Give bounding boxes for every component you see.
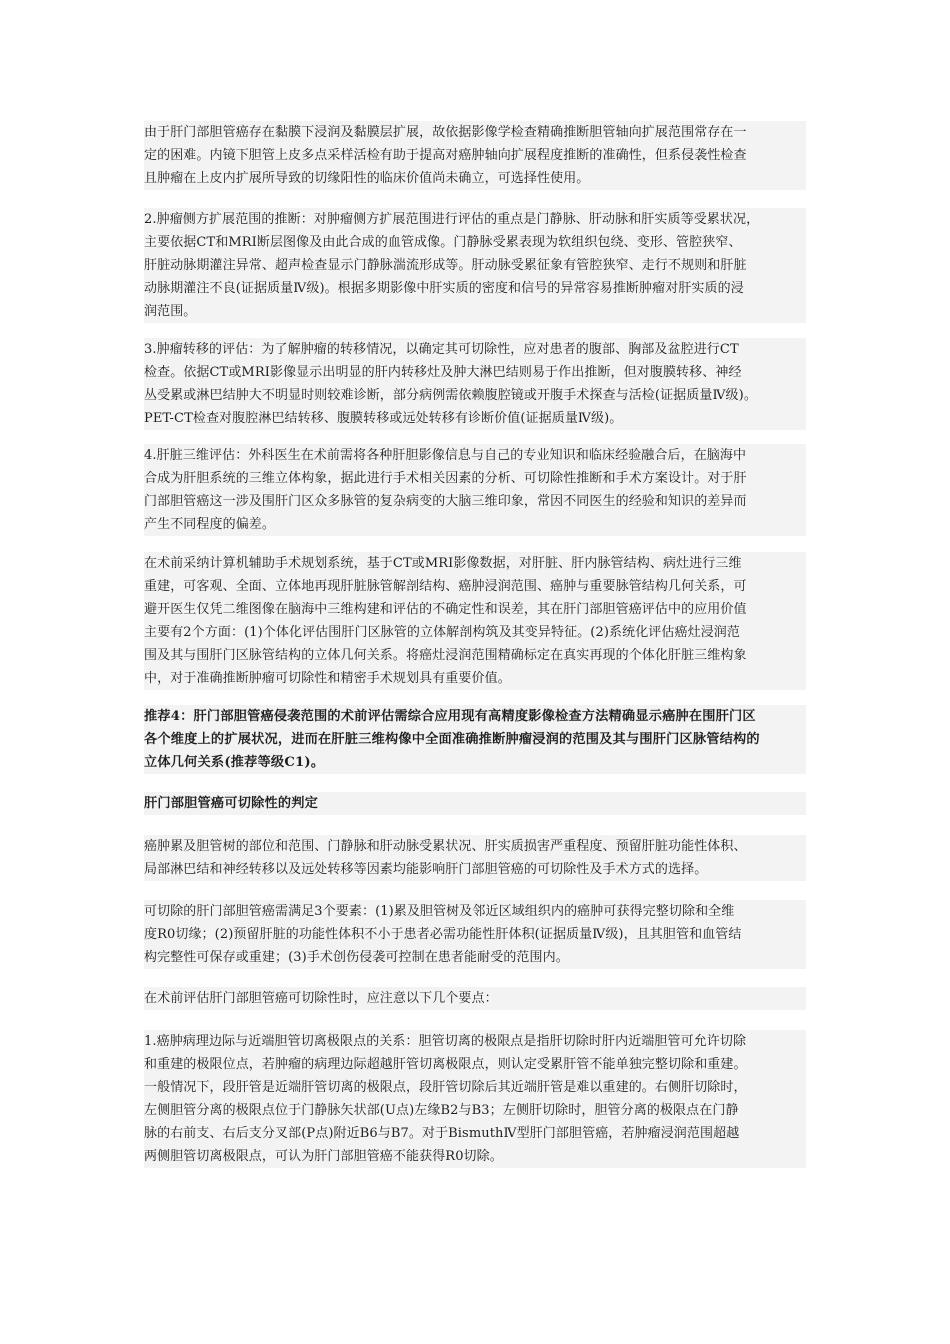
text-line: 推荐4：肝门部胆管癌侵袭范围的术前评估需综合应用现有高精度影像检查方法精确显示癌肿在围肝门区	[144, 709, 756, 724]
text-line: 4.肝脏三维评估：外科医生在术前需将各种肝胆影像信息与自己的专业知识和临床经验融合后，在脑海中	[144, 448, 747, 463]
text-line: 定的困难。内镜下胆管上皮多点采样活检有助于提高对癌肿轴向扩展程度推断的准确性，但系侵袭性检查	[144, 148, 747, 163]
paragraph-computer-aided-planning	[144, 552, 806, 690]
text-line: 避开医生仅凭二维图像在脑海中三维构建和评估的不确定性和误差，其在肝门部胆管癌评估中的应用价值	[144, 602, 747, 617]
recommendation-4	[144, 705, 806, 774]
paragraph-metastasis	[144, 338, 806, 430]
text-line: 1.癌肿病理边际与近端胆管切离极限点的关系：胆管切离的极限点是指肝切除时肝内近端胆管可允许切除	[144, 1034, 747, 1049]
paragraph-lateral-extension	[144, 208, 806, 323]
text-line: 一般情况下，段肝管是近端肝管切离的极限点，段肝管切除后其近端肝管是难以重建的。右侧肝切除时，	[144, 1080, 747, 1095]
text-line: 肝脏动脉期灌注异常、超声检查显示门静脉湍流形成等。肝动脉受累征象有管腔狭窄、走行不规则和肝脏	[144, 258, 747, 273]
paragraph-key-points-intro	[144, 987, 806, 1010]
text-line: 中，对于准确推断肿瘤可切除性和精密手术规划具有重要价值。	[144, 671, 511, 686]
text-line: 检查。依据CT或MRI影像显示出明显的肝内转移灶及肿大淋巴结则易于作出推断，但对腹膜转移、神经	[144, 365, 742, 380]
text-line: 动脉期灌注不良(证据质量Ⅳ级)。根据多期影像中肝实质的密度和信号的异常容易推断肿瘤对肝实质的浸	[144, 281, 744, 296]
text-line: 门部胆管癌这一涉及围肝门区众多脉管的复杂病变的大脑三维印象，常因不同医生的经验和知识的差异而	[144, 494, 747, 509]
text-line: 2.肿瘤侧方扩展范围的推断：对肿瘤侧方扩展范围进行评估的重点是门静脉、肝动脉和肝实质等受累状况，	[144, 212, 760, 227]
text-line: 3.肿瘤转移的评估：为了解肿瘤的转移情况，以确定其可切除性，应对患者的腹部、胸部及盆腔进行CT	[144, 342, 739, 357]
text-line: 在术前评估肝门部胆管癌可切除性时，应注意以下几个要点：	[144, 991, 498, 1006]
text-line: 左侧胆管分离的极限点位于门静脉矢状部(U点)左缘B2与B3；左侧肝切除时，胆管分离的极限点在门静	[144, 1103, 739, 1118]
text-line: 立体几何关系(推荐等级C1)。	[144, 755, 325, 770]
text-line: 由于肝门部胆管癌存在黏膜下浸润及黏膜层扩展，故依据影像学检查精确推断胆管轴向扩展范围常存在一	[144, 125, 747, 140]
text-line: 丛受累或淋巴结肿大不明显时则较难诊断，部分病例需依赖腹腔镜或开腹手术探查与活检(证据质量Ⅳ级)。	[144, 388, 757, 403]
paragraph-axial-extension	[144, 121, 806, 190]
text-line: 可切除的肝门部胆管癌需满足3个要素：(1)累及胆管树及邻近区域组织内的癌肿可获得完整切除和全维	[144, 904, 735, 919]
text-line: PET-CT检查对腹腔淋巴结转移、腹膜转移或远处转移有诊断价值(证据质量Ⅳ级)。	[144, 411, 623, 426]
section-heading-resectability	[144, 792, 806, 815]
text-line: 合成为肝胆系统的三维立体构象，据此进行手术相关因素的分析、可切除性推断和手术方案设计。对于肝	[144, 471, 747, 486]
text-line: 主要有2个方面：(1)个体化评估围肝门区脉管的立体解剖构筑及其变异特征。(2)系统化评估癌灶浸润范	[144, 625, 741, 640]
text-line: 癌肿累及胆管树的部位和范围、门静脉和肝动脉受累状况、肝实质损害严重程度、预留肝脏功能性体积、	[144, 839, 747, 854]
text-line: 构完整性可保存或重建；(3)手术创伤侵袭可控制在患者能耐受的范围内。	[144, 950, 569, 965]
paragraph-margin-limit-point	[144, 1030, 806, 1168]
text-line: 和重建的极限位点，若肿瘤的病理边际超越肝管切离极限点，则认定受累肝管不能单独完整切除和重建。	[144, 1057, 747, 1072]
text-line: 重建，可客观、全面、立体地再现肝脏脉管解剖结构、癌肿浸润范围、癌肿与重要脉管结构几何关系，可	[144, 579, 747, 594]
text-line: 脉的右前支、右后支分叉部(P点)附近B6与B7。对于BismuthⅣ型肝门部胆管癌，若肿瘤浸润范围超越	[144, 1126, 740, 1141]
text-line: 局部淋巴结和神经转移以及远处转移等因素均能影响肝门部胆管癌的可切除性及手术方式的选择。	[144, 862, 708, 877]
paragraph-resectable-criteria	[144, 900, 806, 969]
text-line: 在术前采纳计算机辅助手术规划系统，基于CT或MRI影像数据，对肝脏、肝内脉管结构、病灶进行三维	[144, 556, 742, 571]
text-line: 且肿瘤在上皮内扩展所导致的切缘阳性的临床价值尚未确立，可选择性使用。	[144, 171, 590, 186]
paragraph-3d-evaluation	[144, 444, 806, 536]
section-title: 肝门部胆管癌可切除性的判定	[144, 796, 319, 811]
text-line: 围及其与围肝门区脉管结构的立体几何关系。将癌灶浸润范围精确标定在真实再现的个体化肝脏三维构象	[144, 648, 747, 663]
text-line: 两侧胆管切离极限点，可认为肝门部胆管癌不能获得R0切除。	[144, 1149, 503, 1164]
text-line: 主要依据CT和MRI断层图像及由此合成的血管成像。门静脉受累表现为软组织包绕、变形、管腔狭窄、	[144, 235, 742, 250]
text-line: 产生不同程度的偏差。	[144, 517, 276, 532]
text-line: 润范围。	[144, 304, 197, 319]
text-line: 度R0切缘；(2)预留肝脏的功能性体积不小于患者必需功能性肝体积(证据质量Ⅳ级)，且其胆管和血管结	[144, 927, 742, 942]
text-line: 各个维度上的扩展状况，进而在肝脏三维构像中全面准确推断肿瘤浸润的范围及其与围肝门区脉管结构的	[144, 732, 760, 747]
paragraph-resectability-factors	[144, 835, 806, 881]
